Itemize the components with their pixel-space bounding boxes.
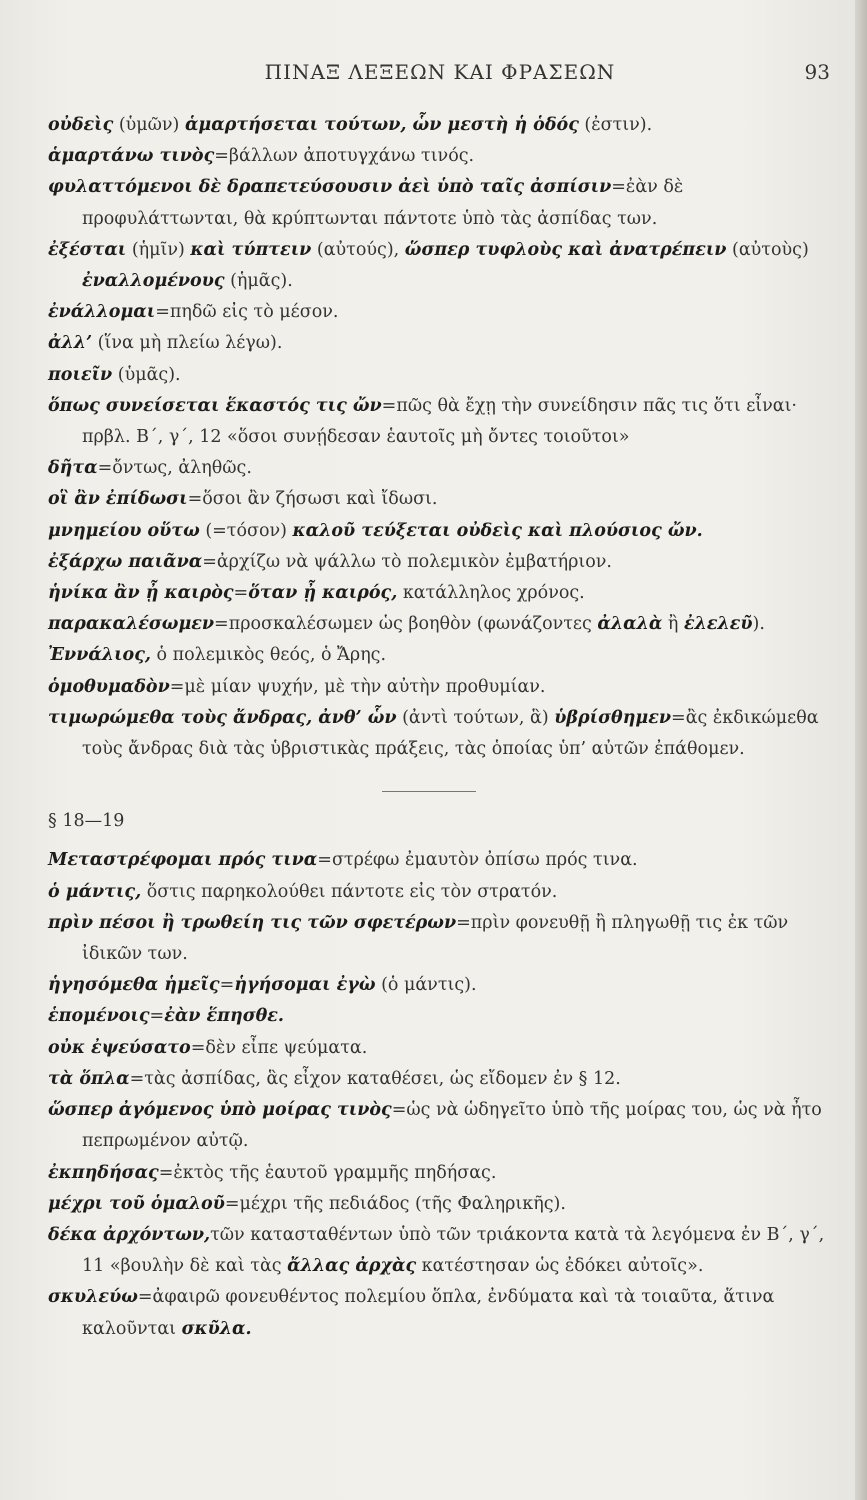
glossary-entry: [48, 845, 838, 876]
entry-lemma: ὑβρίσθημεν: [554, 707, 672, 728]
entry-lemma: ἐλελεῦ: [683, 614, 753, 635]
entry-gloss: (αὐτούς),: [311, 239, 405, 260]
entry-gloss: =: [149, 1006, 165, 1027]
entry-lemma: οὐδεὶς: [48, 115, 114, 135]
entry-gloss: =πρὶν φονευθῇ ἢ πληγωθῇ τις ἐκ τῶν ἰδικῶν των.: [82, 912, 789, 965]
entry-gloss: =πηδῶ εἰς τὸ μέσον.: [155, 302, 339, 323]
entry-lemma: ἀλαλὰ: [597, 614, 663, 635]
entry-gloss: =πῶς θὰ ἔχῃ τὴν συνείδησιν πᾶς τις ὅτι εἶναι· πρβλ. Β΄, γ΄, 12 «ὅσοι συνῄδεσαν ἑαυτοῖς μὴ ὄντες τοιοῦτοι»: [82, 395, 797, 448]
entry-lemma: ἡγησόμεθα ἡμεῖς: [48, 975, 220, 996]
section-divider: [382, 791, 476, 792]
entry-lemma: ὅταν ᾖ καιρός,: [248, 583, 398, 604]
page-edge: [855, 0, 867, 1500]
entry-lemma: ἁμαρτήσεται τούτων, ὧν μεστὴ ἡ ὁδός: [184, 115, 579, 135]
entry-gloss: (αὐτοὺς): [726, 239, 809, 260]
entry-gloss: =μέχρι τῆς πεδιάδος (τῆς Φαληρικῆς).: [224, 1193, 566, 1214]
entry-lemma: ἄλλας ἀρχὰς: [287, 1256, 417, 1277]
entry-lemma: τὰ ὅπλα: [48, 1068, 130, 1089]
section-heading: § 18—19: [48, 811, 125, 832]
glossary-entry: [48, 908, 838, 970]
entry-gloss: =: [219, 975, 235, 996]
entry-gloss: =στρέφω ἐμαυτὸν ὀπίσω πρός τινα.: [317, 850, 638, 871]
entry-gloss: ).: [752, 614, 765, 635]
entry-lemma: ἁμαρτάνω τινὸς: [48, 146, 215, 167]
glossary-entry: [48, 970, 838, 1001]
entry-lemma: τιμωρώμεθα τοὺς ἄνδρας, ἀνθ’ ὧν: [48, 707, 397, 728]
entry-gloss: (ὑμῶν): [113, 115, 185, 135]
entry-gloss: =δὲν εἶπε ψεύματα.: [190, 1037, 368, 1058]
glossary-entry: [48, 391, 838, 453]
entry-gloss: =ὄντως, ἀληθῶς.: [97, 458, 252, 479]
entry-lemma: ποιεῖν: [48, 364, 113, 385]
entry-gloss: κατάλληλος χρόνος.: [397, 583, 585, 604]
entry-lemma: παρακαλέσωμεν: [48, 614, 215, 635]
page-number: 93: [804, 60, 830, 84]
entry-lemma: ἐὰν ἕπησθε.: [164, 1006, 285, 1027]
entry-gloss: =τὰς ἀσπίδας, ἃς εἶχον καταθέσει, ὡς εἴδομεν ἐν § 12.: [129, 1068, 621, 1089]
entry-gloss: τῶν κατασταθέντων ὑπὸ τῶν τριάκοντα κατὰ τὰ λεγόμενα ἐν Β΄, γ΄, 11 «βουλὴν δὲ καὶ τὰς: [82, 1224, 825, 1277]
entry-lemma: οἳ ἂν ἐπίδωσι: [48, 489, 188, 510]
entry-lemma: Ἐννάλιος,: [48, 645, 151, 666]
entry-gloss: (ὁ μάντις).: [375, 975, 477, 996]
entry-gloss: κατέστησαν ὡς ἐδόκει αὐτοῖς».: [416, 1256, 704, 1277]
entry-gloss: (ἵνα μὴ πλείω λέγω).: [92, 333, 283, 354]
entry-lemma: ἐναλλομένους: [82, 271, 225, 292]
entry-gloss: (ἐστιν).: [578, 115, 653, 135]
entry-lemma: ἀλλ’: [48, 333, 93, 354]
glossary-entry: [48, 672, 838, 703]
entry-gloss: (ὑμᾶς).: [112, 364, 181, 385]
entry-gloss: ὅστις παρηκολούθει πάντοτε εἰς τὸν στρατόν.: [141, 881, 558, 902]
entry-gloss: =βάλλων ἀποτυγχάνω τινός.: [214, 146, 475, 167]
entry-lemma: πρὶν πέσοι ἢ τρωθείη τις τῶν σφετέρων: [48, 912, 457, 933]
entry-gloss: ὁ πολεμικὸς θεός, ὁ Ἄρης.: [150, 645, 387, 666]
glossary-entry: [48, 1064, 838, 1095]
entry-lemma: ὥσπερ ἀγόμενος ὑπὸ μοίρας τινὸς: [48, 1100, 392, 1121]
entry-gloss: (ἡμᾶς).: [224, 271, 293, 292]
entry-lemma: μνημείου οὕτω: [48, 520, 200, 541]
entry-lemma: δῆτα: [48, 458, 98, 479]
glossary-entry: [48, 453, 838, 484]
glossary-section-2: [48, 845, 838, 1344]
glossary-entry: [48, 110, 838, 141]
entry-lemma: ὁμοθυμαδὸν: [48, 676, 170, 697]
entry-gloss: (ἀντὶ τούτων, ἃ): [396, 707, 555, 728]
glossary-entry: [48, 484, 838, 515]
glossary-entry: [48, 609, 838, 640]
glossary-body: [48, 110, 838, 1345]
entry-gloss: =ἀρχίζω νὰ ψάλλω τὸ πολεμικὸν ἐμβατήριον.: [202, 551, 612, 572]
entry-lemma: οὐκ ἐψεύσατο: [48, 1037, 191, 1058]
glossary-entry: [48, 1001, 838, 1032]
glossary-entry: [48, 141, 838, 172]
glossary-entry: [48, 297, 838, 328]
entry-gloss: (=τόσον): [199, 520, 293, 541]
glossary-entry: [48, 877, 838, 908]
entry-lemma: σκῦλα.: [181, 1318, 252, 1339]
entry-lemma: καλοῦ τεύξεται οὐδεὶς καὶ πλούσιος ὤν.: [292, 520, 703, 541]
entry-gloss: =προσκαλέσωμεν ὡς βοηθὸν (φωνάζοντες: [214, 614, 598, 635]
entry-gloss: =ἀφαιρῶ φονευθέντος πολεμίου ὅπλα, ἐνδύματα καὶ τὰ τοιαῦτα, ἅτινα καλοῦνται: [82, 1287, 775, 1339]
glossary-entry: [48, 547, 838, 578]
glossary-section-1: [48, 110, 838, 765]
entry-gloss: =ἐκτὸς τῆς ἑαυτοῦ γραμμῆς πηδήσας.: [158, 1162, 497, 1183]
glossary-entry: [48, 640, 838, 671]
entry-lemma: δέκα ἀρχόντων,: [48, 1224, 211, 1245]
glossary-entry: [48, 1033, 838, 1064]
glossary-entry: [48, 1158, 838, 1189]
entry-gloss: =ὡς νὰ ὡδηγεῖτο ὑπὸ τῆς μοίρας του, ὡς νὰ ἦτο πεπρωμένον αὐτῷ.: [82, 1100, 822, 1152]
glossary-entry: [48, 360, 838, 391]
entry-lemma: ἐξέσται: [48, 239, 127, 260]
glossary-entry: [48, 1282, 838, 1344]
running-title: ΠΙΝΑΞ ΛΕΞΕΩΝ ΚΑΙ ΦΡΑΣΕΩΝ: [264, 60, 616, 84]
entry-lemma: ἑπομένοις: [48, 1006, 150, 1027]
entry-lemma: σκυλεύω: [48, 1287, 138, 1308]
glossary-entry: [48, 235, 838, 297]
entry-lemma: ἡγήσομαι ἐγὼ: [234, 975, 376, 996]
glossary-entry: [48, 172, 838, 234]
entry-lemma: μέχρι τοῦ ὁμαλοῦ: [48, 1193, 225, 1214]
entry-lemma: ὁ μάντις,: [48, 881, 142, 902]
entry-lemma: ἐξάρχω παιᾶνα: [48, 551, 203, 572]
glossary-entry: [48, 516, 838, 547]
entry-gloss: =μὲ μίαν ψυχήν, μὲ τὴν αὐτὴν προθυμίαν.: [169, 676, 546, 697]
entry-lemma: ἐκπηδήσας: [48, 1162, 159, 1183]
entry-lemma: ὥσπερ τυφλοὺς καὶ ἀνατρέπειν: [404, 239, 727, 260]
glossary-entry: [48, 1095, 838, 1157]
entry-lemma: Μεταστρέφομαι πρός τινα: [48, 850, 318, 871]
entry-gloss: =ὅσοι ἂν ζήσωσι καὶ ἴδωσι.: [187, 489, 438, 510]
entry-lemma: ἐνάλλομαι: [48, 302, 156, 323]
entry-gloss: =ἂς ἐκδικώμεθα τοὺς ἄνδρας διὰ τὰς ὑβριστικὰς πράξεις, τὰς ὁποίας ὑπ’ αὐτῶν ἐπάθομεν.: [82, 707, 819, 760]
page-header: [50, 60, 830, 92]
entry-lemma: ὅπως συνείσεται ἕκαστός τις ὤν: [48, 395, 382, 416]
entry-lemma: ἡνίκα ἂν ᾖ καιρὸς: [48, 583, 234, 604]
glossary-entry: [48, 703, 838, 765]
glossary-entry: [48, 328, 838, 359]
entry-lemma: καὶ τύπτειν: [190, 239, 312, 260]
entry-gloss: (ἡμῖν): [126, 239, 191, 260]
entry-gloss: ἢ: [662, 614, 684, 635]
entry-lemma: φυλαττόμενοι δὲ δραπετεύσουσιν ἀεὶ ὑπὸ ταῖς ἀσπίσιν: [48, 177, 612, 198]
glossary-entry: [48, 1220, 838, 1282]
glossary-entry: [48, 1189, 838, 1220]
entry-gloss: =: [233, 583, 249, 604]
entry-gloss: =ἐὰν δὲ προφυλάττωνται, θὰ κρύπτωνται πάντοτε ὑπὸ τὰς ἀσπίδας των.: [82, 177, 684, 229]
glossary-entry: [48, 578, 838, 609]
